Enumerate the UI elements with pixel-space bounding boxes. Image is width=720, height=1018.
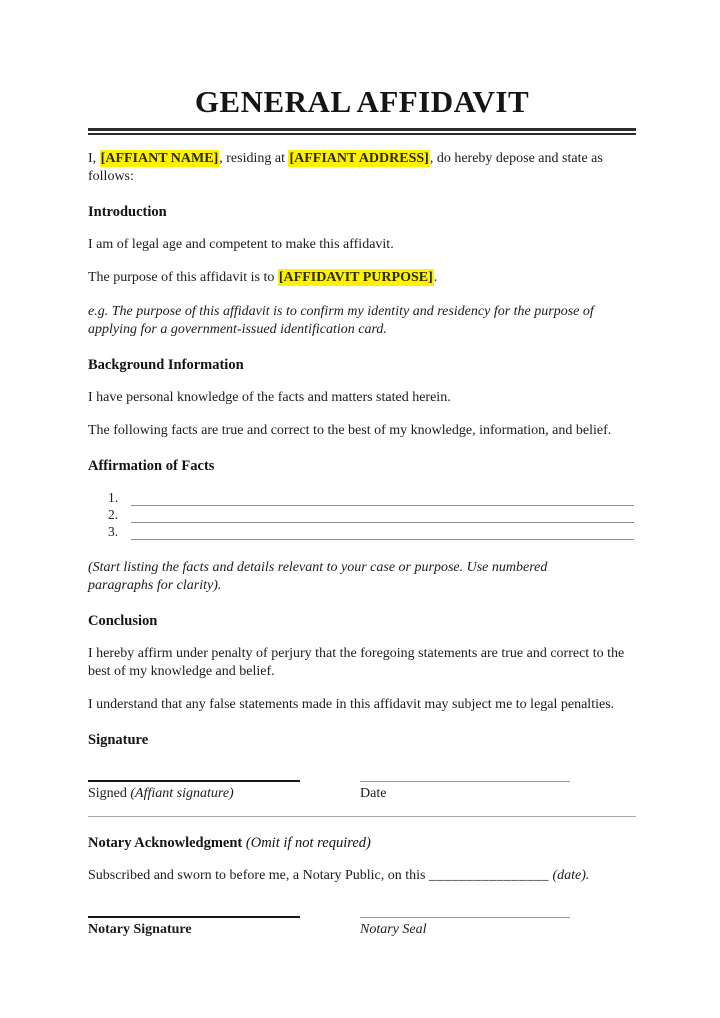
section-heading-affirmation: Affirmation of Facts bbox=[88, 458, 215, 474]
fact-blank-line-1 bbox=[131, 493, 634, 506]
notary-row bbox=[88, 916, 636, 939]
notary-seal-label: Notary Seal bbox=[360, 922, 427, 937]
affiant-signature-block bbox=[88, 780, 300, 803]
sworn-paragraph bbox=[88, 867, 636, 885]
notary-signature-label: Notary Signature bbox=[88, 922, 192, 937]
signed-label: Signed bbox=[88, 786, 131, 801]
date-line bbox=[360, 780, 570, 782]
fact-blank-line-2 bbox=[131, 510, 634, 523]
fact-row-1 bbox=[88, 489, 636, 506]
section-heading-conclusion: Conclusion bbox=[88, 613, 158, 629]
notary-signature-block bbox=[88, 916, 300, 939]
purpose-example-note: e.g. The purpose of this affidavit is to confirm my identity and residency for the purpose of applying for a government-issued identification card. bbox=[88, 304, 594, 337]
section-heading-signature: Signature bbox=[88, 732, 149, 748]
notary-seal-block bbox=[360, 916, 570, 939]
date-block bbox=[360, 780, 570, 803]
affiant-name-placeholder: [AFFIANT NAME] bbox=[100, 151, 219, 166]
notary-heading-note: (Omit if not required) bbox=[242, 835, 371, 851]
affiant-signature-label bbox=[88, 785, 300, 803]
facts-list bbox=[88, 489, 636, 540]
title-divider bbox=[88, 128, 636, 135]
sworn-pre: Subscribed and sworn to before me, a Notary Public, on this bbox=[88, 868, 429, 883]
page-title: GENERAL AFFIDAVIT bbox=[194, 84, 530, 119]
notary-signature-line bbox=[88, 916, 300, 918]
perjury-paragraph: I hereby affirm under penalty of perjury that the foregoing statements are true and correct to the best of my knowledge and belief. bbox=[88, 646, 625, 679]
purpose-post: . bbox=[433, 270, 438, 285]
fact-number-1: 1. bbox=[108, 490, 119, 505]
affidavit-purpose-placeholder: [AFFIDAVIT PURPOSE] bbox=[278, 270, 433, 285]
purpose-paragraph bbox=[88, 269, 636, 287]
affiant-address-placeholder: [AFFIANT ADDRESS] bbox=[289, 151, 429, 166]
affiant-signature-line bbox=[88, 780, 300, 782]
opening-post: , do hereby depose and state as follows: bbox=[88, 151, 603, 184]
notary-seal-line bbox=[360, 916, 570, 918]
section-separator-line bbox=[88, 816, 636, 817]
personal-knowledge-paragraph: I have personal knowledge of the facts and matters stated herein. bbox=[88, 390, 451, 405]
penalties-paragraph: I understand that any false statements made in this affidavit may subject me to legal penalties. bbox=[88, 697, 615, 712]
facts-true-paragraph: The following facts are true and correct to the best of my knowledge, information, and belief. bbox=[88, 423, 612, 438]
sworn-date-note: (date). bbox=[549, 868, 590, 883]
notary-heading-text: Notary Acknowledgment bbox=[88, 835, 243, 851]
purpose-pre: The purpose of this affidavit is to bbox=[88, 270, 278, 285]
section-heading-introduction: Introduction bbox=[88, 204, 167, 220]
sworn-date-blank: ________________ bbox=[429, 868, 549, 883]
opening-mid: , residing at bbox=[219, 151, 289, 166]
competency-paragraph: I am of legal age and competent to make this affidavit. bbox=[88, 237, 394, 252]
opening-paragraph bbox=[88, 150, 636, 186]
signature-row bbox=[88, 780, 636, 803]
fact-blank-line-3 bbox=[131, 527, 634, 540]
document-content bbox=[88, 0, 636, 939]
date-label: Date bbox=[360, 786, 387, 801]
fact-number-2: 2. bbox=[108, 507, 119, 522]
fact-row-2 bbox=[88, 506, 636, 523]
affiant-signature-note: (Affiant signature) bbox=[130, 786, 234, 801]
section-heading-notary bbox=[88, 834, 636, 852]
fact-number-3: 3. bbox=[108, 524, 119, 539]
opening-pre: I, bbox=[88, 151, 100, 166]
facts-instruction-note: (Start listing the facts and details relevant to your case or purpose. Use numbered paragraphs for clarity). bbox=[88, 560, 548, 593]
fact-row-3 bbox=[88, 523, 636, 540]
section-heading-background: Background Information bbox=[88, 357, 244, 373]
